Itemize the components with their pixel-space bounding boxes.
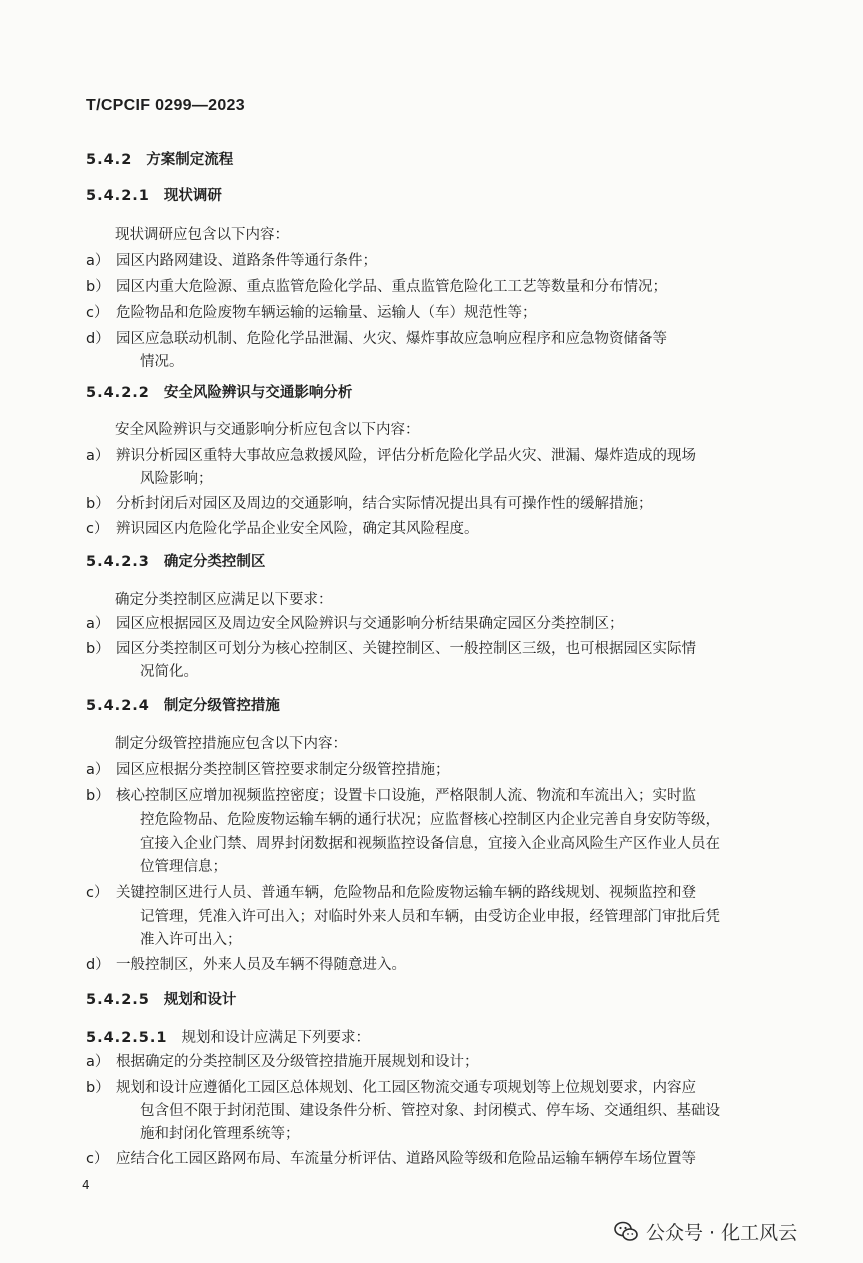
paragraph: 制定分级管控措施应包含以下内容： xyxy=(115,736,347,752)
list-item xyxy=(86,883,696,903)
section-title: 现状调研 xyxy=(163,188,222,204)
list-item-label: d） xyxy=(86,331,110,347)
list-item xyxy=(86,639,696,659)
list-item xyxy=(86,786,696,806)
list-item xyxy=(86,329,667,349)
section-heading xyxy=(86,150,233,170)
list-item-label: b） xyxy=(86,1080,110,1096)
list-item-continuation: 记管理，凭准入许可出入；对临时外来人员和车辆，由受访企业申报，经管理部门审批后凭 xyxy=(140,909,720,925)
list-item-text: 应结合化工园区路网布局、车流量分析评估、道路风险等级和危险品运输车辆停车场位置等 xyxy=(116,1151,696,1167)
section-title: 安全风险辨识与交通影响分析 xyxy=(163,385,353,401)
section-heading xyxy=(86,552,265,572)
list-item-text: 辨识园区内危险化学品企业安全风险，确定其风险程度。 xyxy=(116,521,479,537)
list-item xyxy=(86,1149,696,1169)
list-item xyxy=(86,277,667,297)
paragraph: 确定分类控制区应满足以下要求： xyxy=(115,592,333,608)
list-item-label: c） xyxy=(86,521,109,537)
list-item-text: 园区应根据分类控制区管控要求制定分级管控措施； xyxy=(116,762,450,778)
list-item-continuation: 准入许可出入； xyxy=(140,932,242,948)
document-id: T/CPCIF 0299—2023 xyxy=(86,97,245,114)
list-item xyxy=(86,303,537,323)
list-item-label: b） xyxy=(86,496,110,512)
list-item-text: 根据确定的分类控制区及分级管控措施开展规划和设计； xyxy=(116,1054,479,1070)
list-item-label: b） xyxy=(86,788,110,804)
section-number: 5.4.2.1 xyxy=(86,188,150,204)
list-item xyxy=(86,494,653,514)
section-heading xyxy=(86,990,236,1010)
list-item-label: d） xyxy=(86,957,110,973)
section-title: 规划和设计 xyxy=(163,992,237,1008)
list-item-text: 园区内重大危险源、重点监管危险化学品、重点监管危险化工工艺等数量和分布情况； xyxy=(116,279,667,295)
list-item-label: a） xyxy=(86,253,110,269)
list-item-text: 辨识分析园区重特大事故应急救援风险，评估分析危险化学品火灾、泄漏、爆炸造成的现场 xyxy=(116,448,696,464)
list-item-text: 危险物品和危险废物车辆运输的运输量、运输人（车）规范性等； xyxy=(116,305,537,321)
list-item-label: b） xyxy=(86,641,110,657)
list-item xyxy=(86,955,406,975)
list-item-text: 园区内路网建设、道路条件等通行条件； xyxy=(116,253,377,269)
list-item-label: c） xyxy=(86,885,109,901)
paragraph: 现状调研应包含以下内容： xyxy=(115,227,289,243)
section-heading xyxy=(86,186,222,206)
list-item-continuation: 风险影响； xyxy=(140,471,213,487)
footer-brand-text: 公众号 · 化工风云 xyxy=(646,1222,798,1244)
paragraph: 安全风险辨识与交通影响分析应包含以下内容： xyxy=(115,422,420,438)
list-item-text: 园区应急联动机制、危险化学品泄漏、火灾、爆炸事故应急响应程序和应急物资储备等 xyxy=(116,331,667,347)
list-item-text: 一般控制区，外来人员及车辆不得随意进入。 xyxy=(116,957,406,973)
list-item xyxy=(86,446,696,466)
section-number: 5.4.2.2 xyxy=(86,385,150,401)
section-number: 5.4.2 xyxy=(86,152,133,168)
list-item-text: 关键控制区进行人员、普通车辆，危险物品和危险废物运输车辆的路线规划、视频监控和登 xyxy=(116,885,696,901)
list-item-label: a） xyxy=(86,762,110,778)
list-item-label: a） xyxy=(86,616,110,632)
list-item xyxy=(86,1052,479,1072)
section-number: 5.4.2.3 xyxy=(86,554,150,570)
list-item-continuation: 位管理信息； xyxy=(140,859,227,875)
section-heading xyxy=(86,696,280,716)
list-item-label: c） xyxy=(86,1151,109,1167)
list-item-label: c） xyxy=(86,305,109,321)
list-item-continuation: 包含但不限于封闭范围、建设条件分析、管控对象、封闭模式、停车场、交通组织、基础设 xyxy=(140,1103,720,1119)
list-item xyxy=(86,519,479,539)
list-item-text: 核心控制区应增加视频监控密度；设置卡口设施，严格限制人流、物流和车流出入；实时监 xyxy=(116,788,696,804)
list-item xyxy=(86,614,624,634)
list-item-continuation: 况简化。 xyxy=(140,664,198,680)
section-heading xyxy=(86,383,352,403)
page-number: 4 xyxy=(82,1178,90,1192)
list-item-continuation: 施和封闭化管理系统等； xyxy=(140,1126,300,1142)
list-item xyxy=(86,251,377,271)
section-number: 5.4.2.5.1 xyxy=(86,1030,168,1046)
wechat-icon xyxy=(614,1221,638,1243)
list-item xyxy=(86,760,450,780)
section-title: 确定分类控制区 xyxy=(163,554,266,570)
list-item-text: 分析封闭后对园区及周边的交通影响，结合实际情况提出具有可操作性的缓解措施； xyxy=(116,496,653,512)
footer-brand xyxy=(614,1218,797,1245)
section-number: 5.4.2.4 xyxy=(86,698,150,714)
list-item-continuation: 宜接入企业门禁、周界封闭数据和视频监控设备信息，宜接入企业高风险生产区作业人员在 xyxy=(140,836,720,852)
list-item-label: b） xyxy=(86,279,110,295)
list-item-text: 规划和设计应遵循化工园区总体规划、化工园区物流交通专项规划等上位规划要求，内容应 xyxy=(116,1080,696,1096)
list-item-continuation: 情况。 xyxy=(140,354,184,370)
list-item-text: 园区分类控制区可划分为核心控制区、关键控制区、一般控制区三级，也可根据园区实际情 xyxy=(116,641,696,657)
section-title: 制定分级管控措施 xyxy=(163,698,280,714)
list-item xyxy=(86,1078,696,1098)
list-item-label: a） xyxy=(86,1054,110,1070)
section-number: 5.4.2.5 xyxy=(86,992,150,1008)
section-heading xyxy=(86,1028,370,1048)
section-title: 规划和设计应满足下列要求： xyxy=(181,1030,370,1046)
list-item-continuation: 控危险物品、危险废物运输车辆的通行状况；应监督核心控制区内企业完善自身安防等级， xyxy=(140,812,720,828)
list-item-label: a） xyxy=(86,448,110,464)
list-item-text: 园区应根据园区及周边安全风险辨识与交通影响分析结果确定园区分类控制区； xyxy=(116,616,624,632)
section-title: 方案制定流程 xyxy=(146,152,234,168)
